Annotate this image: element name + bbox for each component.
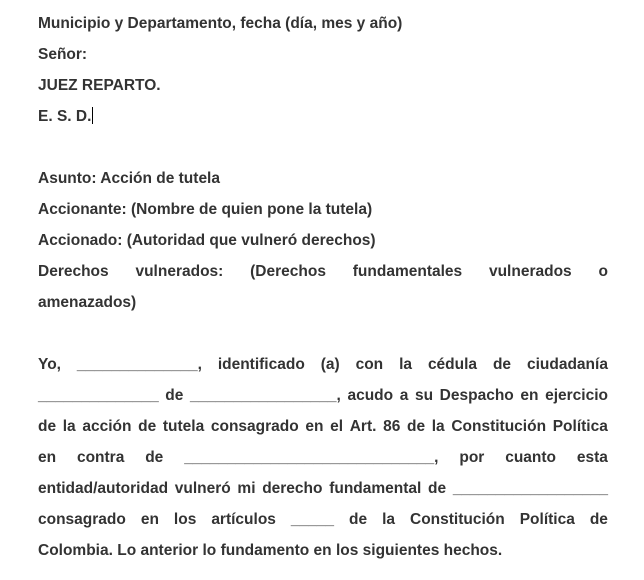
word: 86 xyxy=(383,418,401,435)
word: la xyxy=(382,511,396,528)
word: de xyxy=(589,511,608,528)
rights-line-end: amenazados) xyxy=(38,294,137,311)
defendant-line: Accionado: (Autoridad que vulneró derechos) xyxy=(38,232,376,249)
word: identificado xyxy=(217,356,305,373)
word: la xyxy=(62,418,76,435)
word: (a) xyxy=(320,356,340,373)
esd-text: E. S. D. xyxy=(38,108,92,125)
word: en xyxy=(520,387,539,404)
word: entidad/autoridad xyxy=(38,480,169,497)
word: Art. xyxy=(349,418,377,435)
word: Constitución xyxy=(410,511,505,528)
word: Política xyxy=(519,511,575,528)
word: Despacho xyxy=(439,387,514,404)
word: Yo, xyxy=(38,356,61,373)
word: _________________, xyxy=(190,387,341,404)
spacer xyxy=(38,132,608,163)
word: Derechos xyxy=(38,263,109,280)
word: de xyxy=(428,480,447,497)
word: esta xyxy=(576,449,608,466)
word: vulneró xyxy=(174,480,231,497)
word: de xyxy=(406,418,426,435)
word: de xyxy=(145,449,164,466)
word: Constitución xyxy=(451,418,547,435)
body-line-6 xyxy=(38,504,608,535)
word: en xyxy=(140,511,159,528)
esd-line[interactable] xyxy=(38,101,608,132)
subject-line: Asunto: Acción de tutela xyxy=(38,170,220,187)
word: ejercicio xyxy=(545,387,608,404)
word: el xyxy=(330,418,344,435)
word: Política xyxy=(552,418,608,435)
spacer xyxy=(38,318,608,349)
word: de xyxy=(38,418,57,435)
word: la xyxy=(431,418,445,435)
body-line-4 xyxy=(38,442,608,473)
word: mi xyxy=(237,480,256,497)
word: los xyxy=(173,511,197,528)
word: _____ xyxy=(290,511,335,528)
word: vulnerados: xyxy=(135,263,224,280)
word: tutela xyxy=(162,418,205,435)
word: vulnerados xyxy=(488,263,572,280)
word: ______________ xyxy=(38,387,159,404)
word: ciudadanía xyxy=(526,356,608,373)
body-line-2 xyxy=(38,380,608,411)
word: artículos xyxy=(211,511,276,528)
document xyxy=(38,8,608,566)
word: (Derechos xyxy=(250,263,326,280)
word: de xyxy=(165,387,184,404)
word: __________________ xyxy=(452,480,608,497)
word: la xyxy=(399,356,413,373)
word: consagrado xyxy=(210,418,299,435)
word: de xyxy=(138,418,157,435)
body-line-7: Colombia. Lo anterior lo fundamento en los siguientes hechos. xyxy=(38,542,503,559)
text-cursor xyxy=(92,107,93,124)
judge-line: JUEZ REPARTO. xyxy=(38,77,161,94)
word: en xyxy=(38,449,57,466)
word: de xyxy=(492,356,512,373)
word: o xyxy=(598,263,608,280)
body-line-1 xyxy=(38,349,608,380)
body-line-3 xyxy=(38,411,608,442)
word: su xyxy=(414,387,434,404)
salutation-line: Señor: xyxy=(38,46,88,63)
word: en xyxy=(305,418,324,435)
word: con xyxy=(355,356,384,373)
word: ______________, xyxy=(76,356,202,373)
word: acudo xyxy=(347,387,394,404)
word: acción xyxy=(82,418,132,435)
word: fundamental xyxy=(329,480,422,497)
word: de xyxy=(349,511,368,528)
plaintiff-line: Accionante: (Nombre de quien pone la tutela) xyxy=(38,201,373,218)
word: cédula xyxy=(427,356,478,373)
word: cuanto xyxy=(505,449,557,466)
place-date-line: Municipio y Departamento, fecha (día, mes y año) xyxy=(38,15,403,32)
body-line-5 xyxy=(38,473,608,504)
word: por xyxy=(459,449,485,466)
rights-line xyxy=(38,256,608,287)
word: derecho xyxy=(262,480,323,497)
word: contra xyxy=(76,449,125,466)
word: consagrado xyxy=(38,511,126,528)
word: a xyxy=(399,387,409,404)
word: _____________________________, xyxy=(184,449,439,466)
word: fundamentales xyxy=(352,263,463,280)
